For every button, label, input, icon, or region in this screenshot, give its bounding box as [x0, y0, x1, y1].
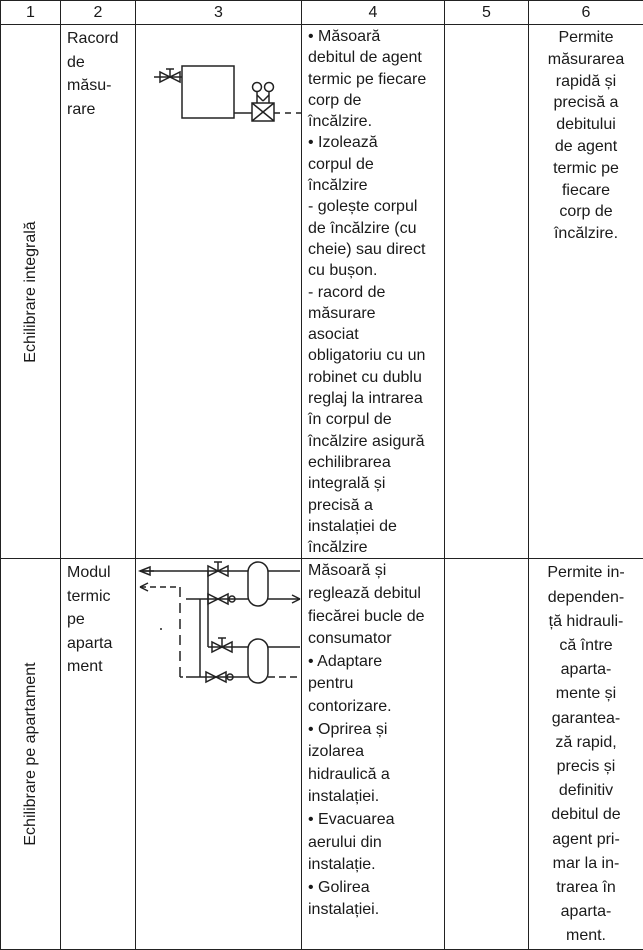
- header-cell-3: 3: [136, 1, 302, 25]
- apartment-module-schematic: [136, 559, 302, 939]
- scan-smudge: [142, 684, 178, 700]
- header-cell-2: 2: [61, 1, 136, 25]
- category-cell: [1, 25, 61, 559]
- advantages-cell: [529, 559, 643, 949]
- header-cell-6: 6: [529, 1, 643, 25]
- table-row: [1, 25, 643, 559]
- measurement-connector-schematic: [136, 25, 302, 556]
- functions-text: Măsoară și reglează debitul fiecărei bucle de consumator • Adaptare pentru contorizare. • Oprirea și izolarea hidraulică a instalației. • Evacuarea aerului din instalație. • Golirea instalației.: [302, 559, 444, 922]
- advantages-text: Permite in- dependen- ță hidrauli- că între aparta- mente și garantea- ză rapid, precis și definitiv debitul de agent pri- mar la in- trarea în aparta- ment.: [529, 559, 643, 948]
- category-label: Echilibrare integrală: [22, 221, 40, 362]
- schematic-cell: [136, 25, 302, 559]
- advantages-text: Permite măsurarea rapidă și precisă a debitului de agent termic pe fiecare corp de încălzire.: [529, 25, 643, 245]
- header-cell-1: 1: [1, 1, 61, 25]
- category-label: Echilibrare pe apartament: [22, 662, 40, 845]
- column5-cell: [445, 25, 529, 559]
- header-row: [1, 1, 643, 25]
- header-cell-5: 5: [445, 1, 529, 25]
- table-row: [1, 559, 643, 949]
- functions-cell: [302, 25, 445, 559]
- element-name: Modul termic pe aparta ment: [61, 559, 135, 679]
- advantages-cell: [529, 25, 643, 559]
- column5-cell: [445, 559, 529, 949]
- functions-cell: [302, 559, 445, 949]
- functions-text: • Măsoară debitul de agent termic pe fiecare corp de încălzire. • Izolează corpul de încălzire - golește corpul de încălzire (cu cheie) sau direct cu bușon. - racord de măsurare asociat obligatoriu cu un robinet cu dublu reglaj la intrarea în corpul de încălzire asigură echilibrarea integrală și precisă a instalației de încălzire: [302, 25, 444, 558]
- element-cell: [61, 559, 136, 949]
- scan-smudge: [146, 719, 206, 741]
- schematic-cell: [136, 559, 302, 949]
- category-cell: [1, 559, 61, 949]
- element-name: Racord de măsu- rare: [61, 25, 135, 121]
- header-cell-4: 4: [302, 1, 445, 25]
- element-cell: [61, 25, 136, 559]
